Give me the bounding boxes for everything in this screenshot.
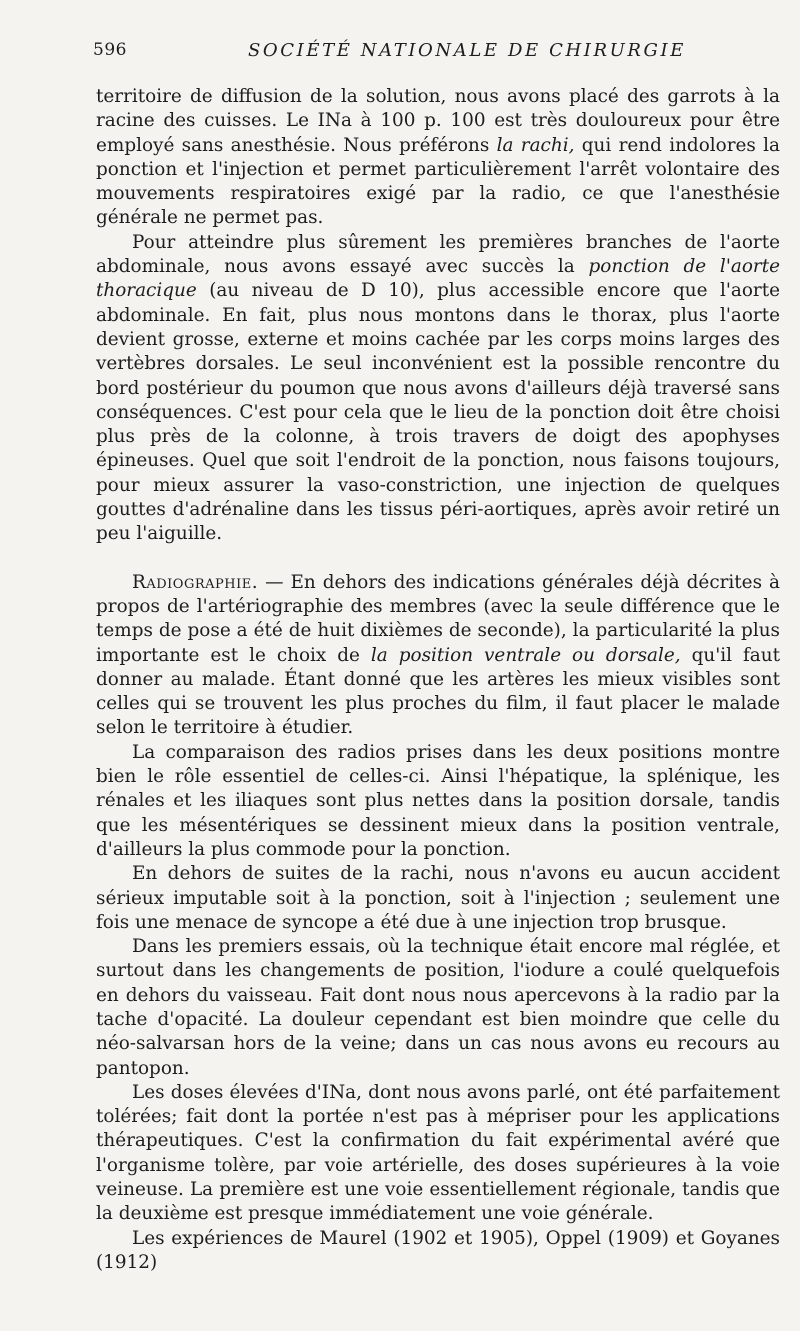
page-number: 596 [93, 40, 127, 60]
body-text [96, 85, 780, 1275]
paragraph-2 [96, 231, 780, 547]
page-header [93, 40, 776, 70]
paragraph-8: Les expériences de Maurel (1902 et 1905), Oppel (1909) et Goyanes (1912) [96, 1227, 780, 1273]
paragraph-2-head: Pour atteindre plus sûrement les premières branches de l'aorte abdominale, nous avons essayé avec succès la [96, 231, 780, 278]
italic-position: la position ventrale ou dorsale, [370, 644, 681, 666]
paragraph-5: En dehors de suites de la rachi, nous n'avons eu aucun accident sérieux imputable soit à la ponction, soit à l'injection ; seulement une fois une menace de syncope a été due à une injection trop brusque. [96, 863, 780, 933]
paragraph-3-head: — En dehors des indications générales déjà décrites à propos de l'artériographie des membres (avec la seule différence que le temps de pose a été de huit dixièmes de seconde), la particularité la plus importante est le choix de [96, 571, 780, 666]
paragraph-4: La comparaison des radios prises dans les deux positions montre bien le rôle essentiel de celles-ci. Ainsi l'hépatique, la splénique, les rénales et les iliaques sont plus nettes dans la position dorsale, tandis que les mésentériques se dessinent mieux dans la position ventrale, d'ailleurs la plus commode pour la ponction. [96, 741, 780, 860]
paragraph-6: Dans les premiers essais, où la technique était encore mal réglée, et surtout dans les changements de position, l'iodure a coulé quelquefois en dehors du vaisseau. Fait dont nous nous apercevons à la radio par la tache d'opacité. La douleur cependant est bien moindre que celle du néo-salvarsan hors de la veine; dans un cas nous avons eu recours au pantopon. [96, 936, 780, 1079]
paragraph-1-text: territoire de diffusion de la solution, nous avons placé des garrots à la racine des cuisses. Le INa à 100 p. 100 est très douloureux pour être employé sans anesthésie. Nous préférons [96, 86, 780, 156]
paragraph-3-tail: qu'il faut donner au malade. Étant donné que les artères les mieux visibles sont celles qui se trouvent les plus proches du film, il faut placer le malade selon le territoire à étudier. [96, 644, 780, 739]
paragraph-2-tail: (au niveau de D 10), plus accessible encore que l'aorte abdominale. En fait, plus nous montons dans le thorax, plus l'aorte devient grosse, externe et moins cachée par les corps moins larges des vertèbres dorsales. Le seul inconvénient est la possible rencontre du bord postérieur du poumon que nous avons d'ailleurs déjà traversé sans conséquences. C'est pour cela que le lieu de la ponction doit être choisi plus près de la colonne, à trois travers de doigt des apophyses épineuses. Quel que soit l'endroit de la ponction, nous faisons toujours, pour mieux assurer la vaso-constriction, une injection de quelques gouttes d'adrénaline dans les tissus péri-aortiques, après avoir retiré un peu l'aiguille. [96, 280, 780, 545]
italic-ponction-aorte: ponction de l'aorte thoracique [96, 256, 780, 302]
paragraph-1 [96, 85, 780, 231]
paragraph-radiographie [96, 571, 780, 741]
running-title: SOCIÉTÉ NATIONALE DE CHIRURGIE [248, 40, 686, 61]
paragraph-7: Les doses élevées d'INa, dont nous avons parlé, ont été parfaitement tolérées; fait dont la portée n'est pas à mépriser pour les applications thérapeutiques. C'est la confirmation du fait expérimental avéré que l'organisme tolère, par voie artérielle, des doses supérieures à la voie veineuse. La première est une voie essentiellement régionale, tandis que la deuxième est presque immédiatement une voie générale. [96, 1081, 780, 1225]
paragraph-1-tail: qui rend indolores la ponction et l'injection et permet particulièrement l'arrêt volontaire des mouvements respiratoires exigé par la radio, ce que l'anesthésie générale ne permet pas. [96, 134, 780, 229]
italic-rachi: la rachi, [496, 134, 575, 156]
section-label-radiographie: Radiographie. [132, 571, 259, 593]
